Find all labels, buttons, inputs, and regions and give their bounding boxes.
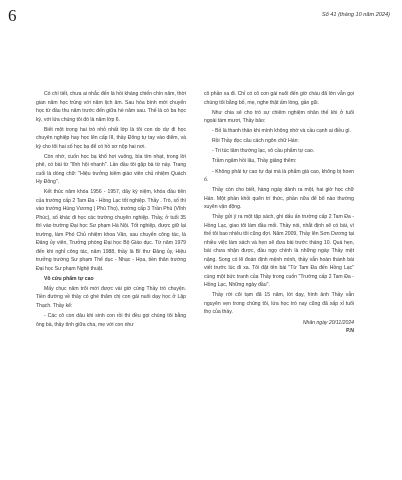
paragraph: Như chia sẻ cho trò sự chiêm nghiệm nhân thế khi ở tuổi ngoài tám mươi, Thầy bảo:	[204, 109, 354, 125]
paragraph: Thầy gửi ý ra một tập sách, ghi dấu ấn trường cấp 2 Tam Đa - Hồng Lạc, giao tôi làm đầu mối. Thầy nói, nhắt định sẽ có bài, vì thế tôi bao nhiêu tôi cũng đợi. Năm 2009, Thầy lên Sơn Dương tại nhiều việc làm sách và hẹn sẽ đưa bài trước tháng 10. Quá hẹn, bài chưa nhận được, đầu ngọ chính là những ngày Thầy mệt nặng. Song có lẽ đoán định mệnh mình, thầy vẫn hoàn thành bài viết trước lúc đi xa. Tôi đặt tên bài "Từ Tam Đa đến Hồng Lạc" cùng một bức tranh của Thầy trong cuốn "Trường cấp 2 Tam Đa - Hồng Lạc, Những ngày đầu".	[204, 214, 354, 289]
issue-label: Số 41 (tháng 10 năm 2024)	[321, 12, 390, 18]
section-heading: Vô cửu phẩm tự cao	[44, 275, 94, 282]
paragraph: Rồi Thầy đọc câu cách ngôn chữ Hán:	[212, 138, 299, 145]
paragraph: Biết một trong hai trò nhỏ nhất lớp là tôi con do dự đi học chuyên nghiệp hay học lên cấp III, thầy Đông tự tay vào điểm, và kỳ cho tôi hai số học bạ để có hồ sơ nộp hai nơi.	[36, 126, 186, 150]
page-number: 6	[8, 6, 17, 25]
signature-author: P.N	[346, 328, 354, 335]
signature-date: Nhân ngày 20/11/2024	[302, 319, 354, 326]
paragraph: Còn nhớ, cuốn học bạ khổ hơi vuông, bìa tím nhạt, trong lời phê, có bài từ "lĩnh hội nhanh". Lần đầu tôi gặp bà từ này. Trang cuối là dòng chữ: "Hiệu trưởng kiêm giáo viên chủ nhiệm Quách Hy Đông".	[36, 153, 186, 186]
paragraph: - Các cô con dâu khi sinh con rồi thì đều gọi chúng tôi bằng ông bà, thầy tình giữa cha, mẹ với con như	[36, 313, 186, 328]
paragraph: Kết thúc năm khóa 1956 - 1957, dãy kỳ niệm, khóa đầu tiên của trường cấp 2 Tam Đa - Hồng Lạc tốt nghiệp. Thầy . Trò, số thì vào trường Hùng Vương ( Phú Thọ), trường cấp 3 Trần Phú (Vĩnh Phúc), số khác đi học các trường chuyên nghiệp. Thầy, ở tuổi 35 thì vào trường Đại học Sư phạm Hà Nội. Tốt nghiệp, được giữ lại trường, làm Phó Chủ nhiệm khoa Văn, sau chuyển công tác, là Đảng ủy viên, Trưởng phòng Đại học Bộ Giáo dục. Từ năm 1979 đến khi nghỉ công tác, năm 1988, thầy là Bí thư Đảng ủy, Hiệu trưởng trường Sư phạm Thể dục - Nhạc - Họa, tiền thân trường Đại học Sư phạm Nghệ thuật.	[36, 189, 186, 272]
paragraph: Thầy còn cho biết, hàng ngày dành ra một, hai giờ học chữ Hán. Một phần khỏi quên trí thức, phần nữa để bổ nào thường xuyên vận động.	[204, 187, 354, 211]
quote: - Bỏ là thanh thản khi mình không nhớ và cầu cạnh ai điều gì.	[212, 128, 351, 135]
paragraph: Có chí tiết, chưa ai nhắc đến là hồi kháng chiến chín năm, thời gian năm học trùng với năm lịch âm. Sau hòa bình mới chuyển học từ đầu thu năm trước đến giữa hè năm sau. Thế là có ba học kỳ, với lứa chúng tôi đó là năm lớp 6.	[36, 91, 186, 123]
right-column	[204, 90, 354, 336]
paragraph: Trầm ngâm hồi lâu, Thầy giảng thêm:	[212, 158, 297, 165]
quote: - Không phải tự cao tự đại mà là phẩm giá cao, không bị hoen ố.	[204, 168, 354, 184]
quote: - Tri túc tâm thường lạc, vô cầu phẩm tự cao.	[212, 148, 315, 155]
paragraph: Thầy rời cõi tạm đã 15 năm, lời dạy, hình ảnh Thầy vẫn nguyên vẹn trong chúng tôi, lứa học trò nay cũng đã xấp xỉ tuổi thọ của thầy.	[204, 292, 354, 316]
left-column	[36, 90, 186, 331]
paragraph: Mấy chục năm trôi mới được vài giờ cùng Thầy trò chuyện. Tiền đường về thầy có ghé thăm chị con gái nuôi dạy học ở Lập Thạch. Thầy kể:	[36, 285, 186, 309]
paragraph: cô phần xa đi. Chỉ có cô con gái nuôi đến giờ cháu đã lớn vẫn gọi chúng tôi bằng bố, mẹ, nghe thật ấm lòng, gần gũi.	[204, 91, 354, 106]
